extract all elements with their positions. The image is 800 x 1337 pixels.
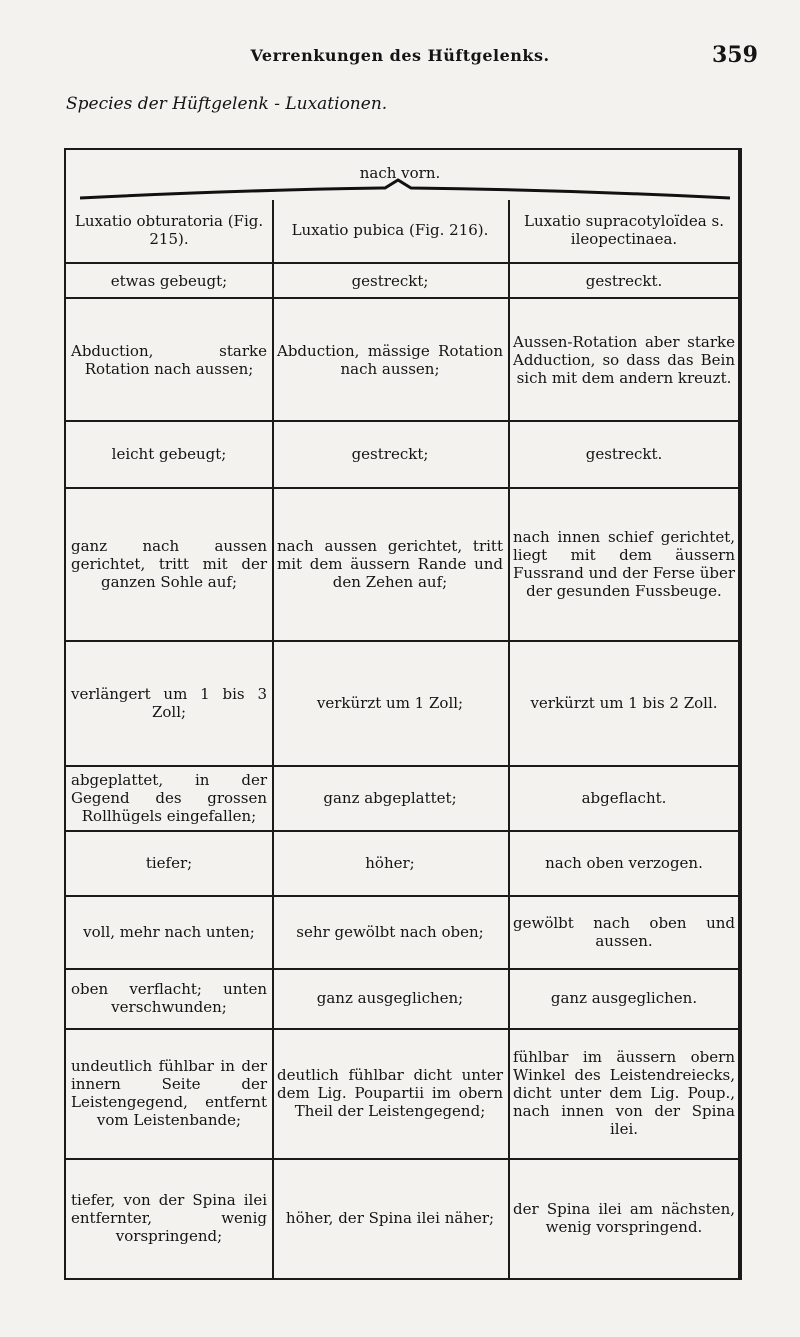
table-cell: ganz ausgeglichen; — [316, 989, 464, 1007]
column-header: Luxatio supracotyloïdea s. ileopectinaea. — [524, 212, 724, 248]
table-cell: voll, mehr nach unten; — [83, 922, 255, 941]
column-header: Luxatio pubica (Fig. 216). — [291, 221, 489, 239]
table-cell: der Spina ilei am nächsten, wenig vorspringend. — [513, 1200, 735, 1236]
table-cell: verkürzt um 1 bis 2 Zoll. — [530, 693, 718, 712]
table-cell: undeutlich fühlbar in der innern Seite der Leistengegend, entfernt vom Leistenbande; — [71, 1057, 267, 1129]
table-cell: tiefer; — [145, 853, 193, 872]
table-cell: nach innen schief gerichtet, liegt mit dem äussern Fussrand und der Ferse über der gesunden Fussbeuge. — [513, 527, 736, 600]
table-cell: verkürzt um 1 Zoll; — [316, 693, 464, 712]
column-divider — [272, 200, 274, 1278]
column-divider — [508, 200, 510, 1278]
table-cell: Abduction, starke Rotation nach aussen; — [71, 342, 267, 378]
table-cell: leicht gebeugt; — [111, 444, 227, 463]
table-cell: nach oben verzogen. — [545, 853, 703, 872]
page-number: 359 — [712, 42, 758, 68]
table-cell: fühlbar im äussern obern Winkel des Leistendreiecks, dicht unter dem Lig. Poup., nach innen von der Spina ilei. — [513, 1048, 735, 1138]
running-header: Verrenkungen des Hüftgelenks. — [250, 46, 550, 65]
table-cell: etwas gebeugt; — [110, 272, 228, 290]
table-cell: abgeplattet, in der Gegend des grossen Rollhügels eingefallen; — [71, 770, 267, 825]
table-cell: gestreckt. — [585, 272, 663, 290]
table-cell: nach aussen gerichtet, tritt mit dem äussern Rande und den Zehen auf; — [277, 536, 503, 591]
table-cell: ganz ausgeglichen. — [550, 989, 698, 1007]
table-cell: ganz nach aussen gerichtet, tritt mit der ganzen Sohle auf; — [71, 536, 267, 591]
table-cell: verlängert um 1 bis 3 Zoll; — [71, 684, 267, 721]
table-cell: sehr gewölbt nach oben; — [296, 922, 484, 941]
table-cell: höher, der Spina ilei näher; — [285, 1209, 495, 1227]
column-header: Luxatio obturatoria (Fig. 215). — [74, 212, 264, 248]
table-cell: gestreckt; — [351, 444, 429, 463]
table-cell: höher; — [365, 853, 415, 872]
table-cell: gestreckt. — [585, 444, 663, 463]
table-cell: gestreckt; — [351, 272, 429, 290]
table-cell: Aussen-Rotation aber starke Adduction, so dass das Bein sich mit dem andern kreuzt. — [513, 333, 735, 387]
table-cell: gewölbt nach oben und aussen. — [513, 913, 735, 950]
table-cell: ganz abgeplattet; — [323, 788, 457, 807]
group-label: nach vorn. — [359, 164, 441, 182]
section-title: Species der Hüftgelenk - Luxationen. — [66, 94, 388, 114]
table-cell: abgeflacht. — [581, 788, 667, 807]
table-cell: deutlich fühlbar dicht unter dem Lig. Poupartii im obern Theil der Leistengegend; — [277, 1066, 503, 1120]
table-cell: tiefer, von der Spina ilei entfernter, wenig vorspringend; — [71, 1191, 267, 1245]
table-cell: Abduction, mässige Rotation nach aussen; — [277, 342, 503, 378]
table-cell: oben verflacht; unten verschwunden; — [71, 980, 267, 1016]
